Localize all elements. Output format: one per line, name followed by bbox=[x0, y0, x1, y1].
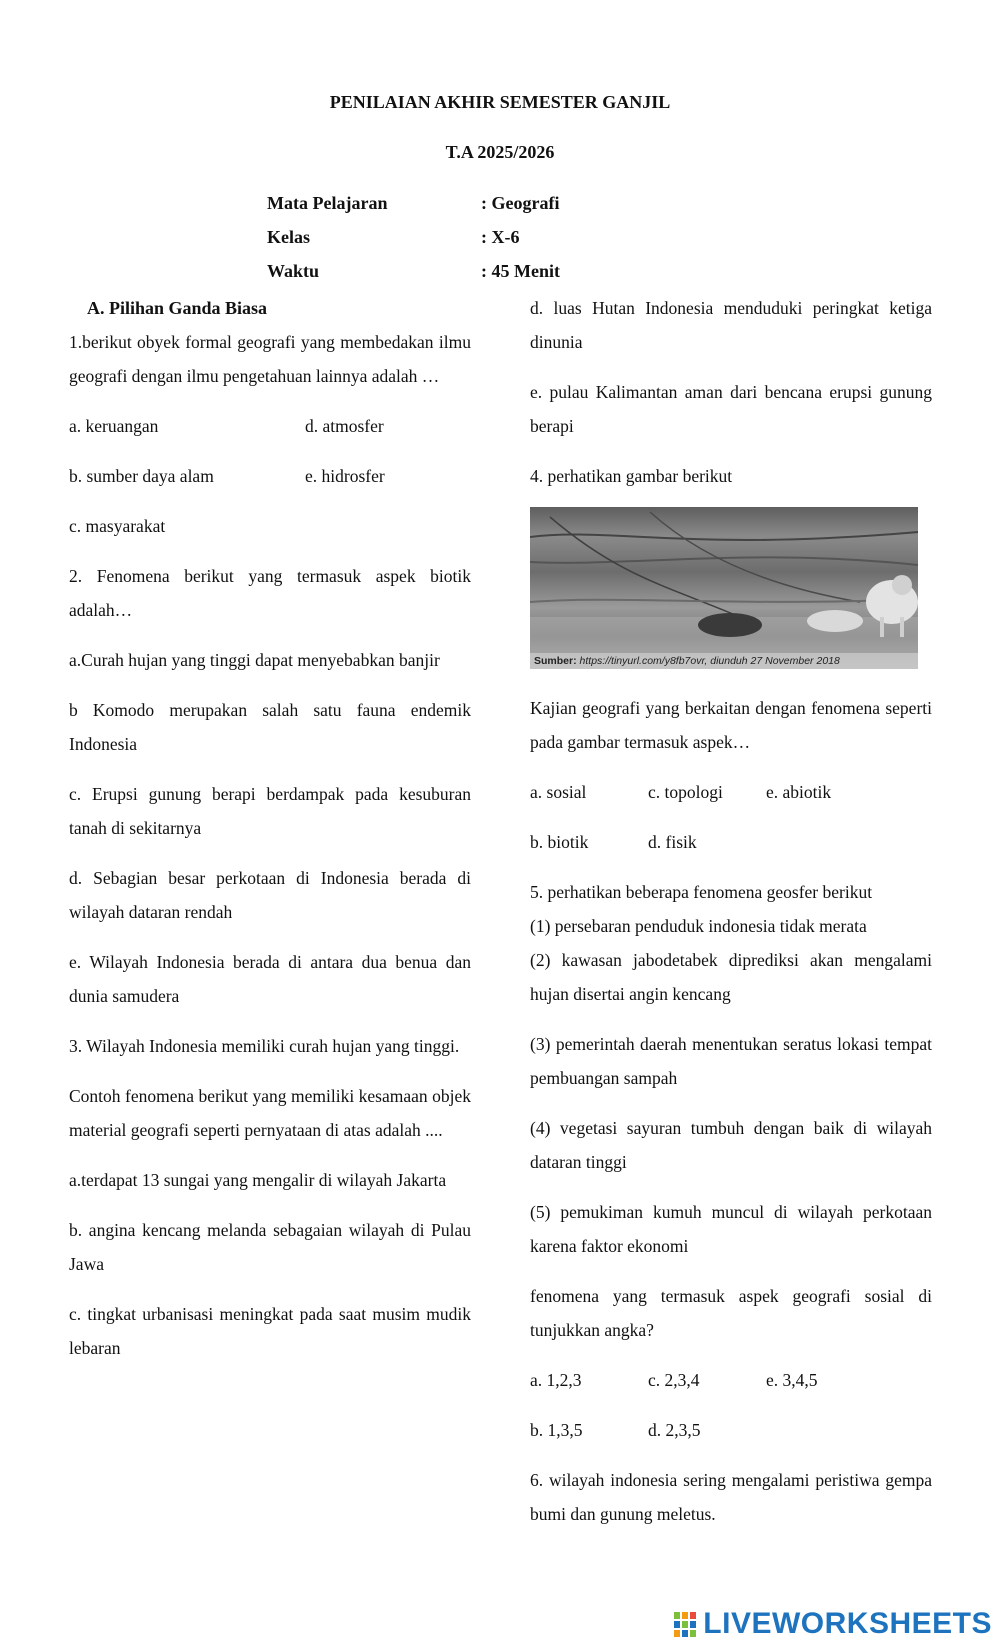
question-5: 5. perhatikan beberapa fenomena geosfer berikut bbox=[530, 882, 873, 902]
q5-item-1: (1) persebaran penduduk indonesia tidak merata bbox=[530, 916, 867, 936]
q2-option-e[interactable]: e. Wilayah Indonesia berada di antara dua benua dan dunia samudera bbox=[69, 952, 471, 1006]
section-heading: A. Pilihan Ganda Biasa bbox=[87, 298, 268, 318]
q5-option-d[interactable]: d. 2,3,5 bbox=[648, 1420, 701, 1440]
q3-option-d[interactable]: d. luas Hutan Indonesia menduduki peringkat ketiga dinunia bbox=[530, 298, 932, 352]
q4-options-row-2 bbox=[530, 825, 932, 859]
left-column bbox=[69, 291, 471, 1365]
photo-illustration bbox=[530, 507, 918, 669]
meta-subject-value: : Geografi bbox=[481, 193, 560, 213]
q2-option-c[interactable]: c. Erupsi gunung berapi berdampak pada kesuburan tanah di sekitarnya bbox=[69, 784, 471, 838]
q1-option-b[interactable]: b. sumber daya alam bbox=[69, 466, 214, 486]
q5-options-row-1 bbox=[530, 1363, 932, 1397]
caption-source: https://tinyurl.com/y8fb7ovr, diunduh 27 November 2018 bbox=[579, 655, 840, 667]
q4-option-e[interactable]: e. abiotik bbox=[766, 782, 832, 802]
q1-option-d[interactable]: d. atmosfer bbox=[305, 416, 384, 436]
right-column bbox=[530, 291, 932, 1531]
q1-options-row-2 bbox=[69, 459, 471, 493]
q1-option-e[interactable]: e. hidrosfer bbox=[305, 466, 385, 486]
question-1: 1.berikut obyek formal geografi yang membedakan ilmu geografi dengan ilmu pengetahuan lainnya adalah … bbox=[69, 332, 471, 386]
meta-class-label: Kelas bbox=[267, 227, 310, 247]
liveworksheets-logo-icon bbox=[673, 1609, 699, 1639]
question-4: 4. perhatikan gambar berikut bbox=[530, 466, 733, 486]
q1-option-a[interactable]: a. keruangan bbox=[69, 416, 159, 436]
q1-options-row-3 bbox=[69, 509, 471, 543]
academic-year: T.A 2025/2026 bbox=[445, 142, 555, 162]
q3-option-b[interactable]: b. angina kencang melanda sebagaian wilayah di Pulau Jawa bbox=[69, 1220, 471, 1274]
q3-option-c[interactable]: c. tingkat urbanisasi meningkat pada saat musim mudik lebaran bbox=[69, 1304, 471, 1358]
question-2: 2. Fenomena berikut yang termasuk aspek biotik adalah… bbox=[69, 566, 471, 620]
meta-time-label: Waktu bbox=[267, 261, 320, 281]
q4-option-d[interactable]: d. fisik bbox=[648, 832, 697, 852]
q3-option-a[interactable]: a.terdapat 13 sungai yang mengalir di wilayah Jakarta bbox=[69, 1170, 447, 1190]
question-3-prompt: Contoh fenomena berikut yang memiliki kesamaan objek material geografi seperti pernyataan di atas adalah .... bbox=[69, 1086, 471, 1140]
landscape-photo bbox=[530, 507, 918, 669]
q4-option-a[interactable]: a. sosial bbox=[530, 782, 587, 802]
q2-option-a[interactable]: a.Curah hujan yang tinggi dapat menyebabkan banjir bbox=[69, 650, 440, 670]
q5-item-2: (2) kawasan jabodetabek diprediksi akan mengalami hujan disertai angin kencang bbox=[530, 950, 932, 1004]
q5-options-row-2 bbox=[530, 1413, 932, 1447]
q4-option-c[interactable]: c. topologi bbox=[648, 782, 723, 802]
question-5-prompt: fenomena yang termasuk aspek geografi sosial di tunjukkan angka? bbox=[530, 1286, 932, 1340]
question-3: 3. Wilayah Indonesia memiliki curah hujan yang tinggi. bbox=[69, 1036, 460, 1056]
q2-option-d[interactable]: d. Sebagian besar perkotaan di Indonesia berada di wilayah dataran rendah bbox=[69, 868, 471, 922]
q2-option-b[interactable]: b Komodo merupakan salah satu fauna endemik Indonesia bbox=[69, 700, 471, 754]
q1-options-row-1 bbox=[69, 409, 471, 443]
page-title: PENILAIAN AKHIR SEMESTER GANJIL bbox=[329, 92, 671, 112]
meta-class-value: : X-6 bbox=[481, 227, 520, 247]
photo-caption bbox=[530, 653, 918, 669]
q4-option-b[interactable]: b. biotik bbox=[530, 832, 589, 852]
q4-options-row-1 bbox=[530, 775, 932, 809]
meta-time-value: : 45 Menit bbox=[481, 261, 560, 281]
question-4-prompt: Kajian geografi yang berkaitan dengan fenomena seperti pada gambar termasuk aspek… bbox=[530, 698, 932, 752]
q1-option-c[interactable]: c. masyarakat bbox=[69, 516, 166, 536]
q5-option-b[interactable]: b. 1,3,5 bbox=[530, 1420, 583, 1440]
caption-label: Sumber: bbox=[534, 655, 577, 667]
q5-option-a[interactable]: a. 1,2,3 bbox=[530, 1370, 582, 1390]
q5-option-e[interactable]: e. 3,4,5 bbox=[766, 1370, 818, 1390]
q5-item-5: (5) pemukiman kumuh muncul di wilayah perkotaan karena faktor ekonomi bbox=[530, 1202, 932, 1256]
meta-subject-label: Mata Pelajaran bbox=[267, 193, 388, 213]
q5-item-3: (3) pemerintah daerah menentukan seratus lokasi tempat pembuangan sampah bbox=[530, 1034, 932, 1088]
liveworksheets-logo[interactable] bbox=[673, 1606, 992, 1642]
q5-item-4: (4) vegetasi sayuran tumbuh dengan baik di wilayah dataran tinggi bbox=[530, 1118, 932, 1172]
q5-option-c[interactable]: c. 2,3,4 bbox=[648, 1370, 700, 1390]
liveworksheets-logo-text: LIVEWORKSHEETS bbox=[703, 1607, 992, 1640]
question-6: 6. wilayah indonesia sering mengalami peristiwa gempa bumi dan gunung meletus. bbox=[530, 1470, 932, 1524]
q3-option-e[interactable]: e. pulau Kalimantan aman dari bencana erupsi gunung berapi bbox=[530, 382, 932, 436]
